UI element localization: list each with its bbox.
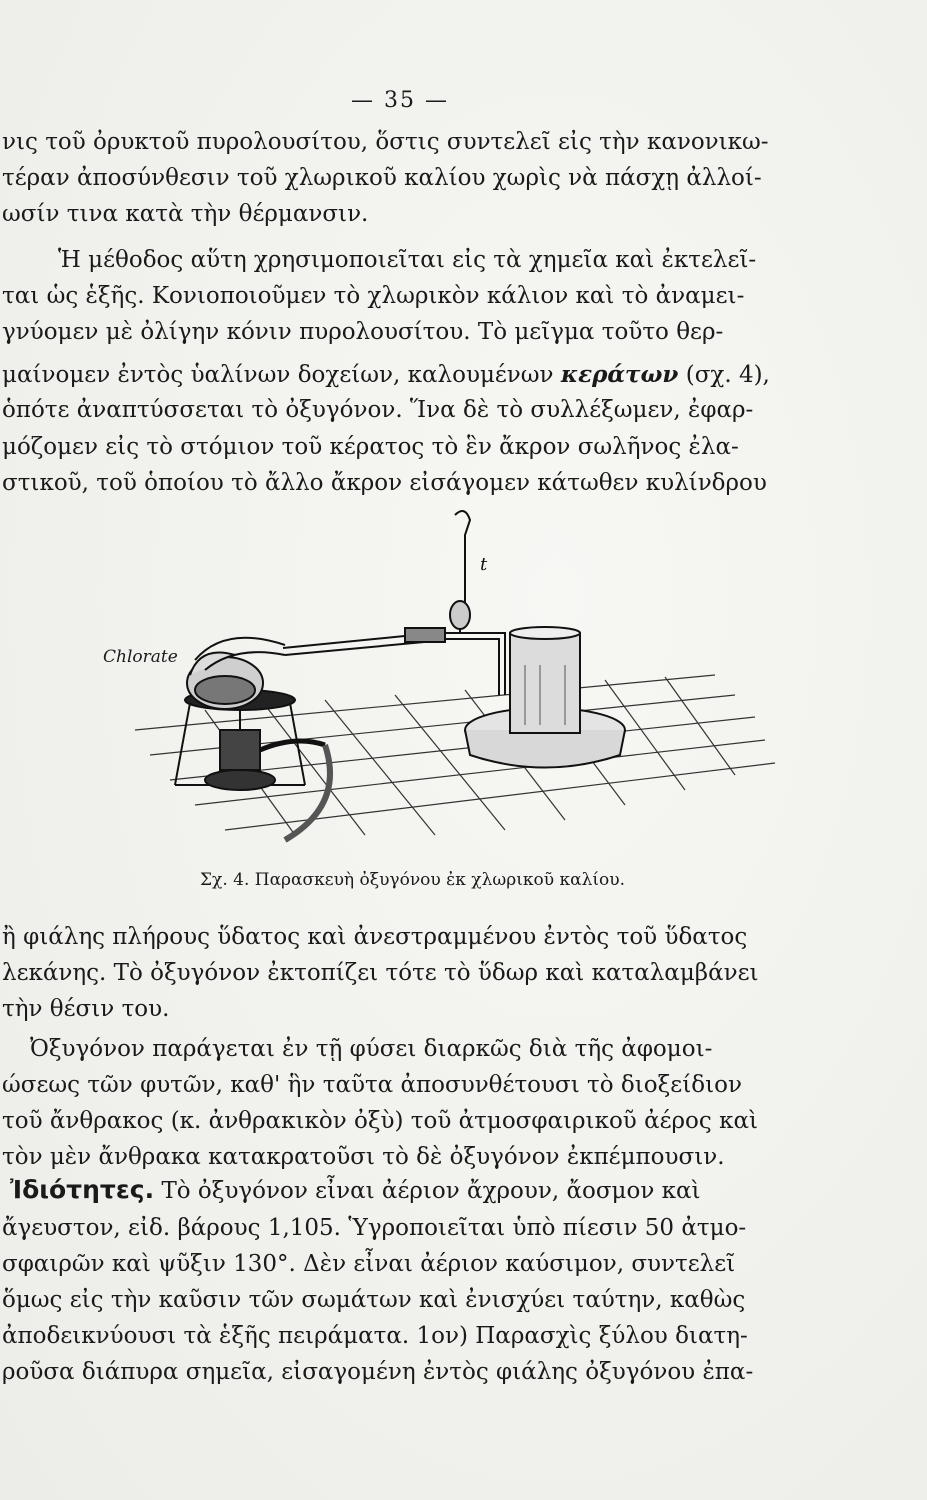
text-line: ἄγευστον, εἰδ. βάρους 1,105. Ὑγροποιεῖται ὑπὸ πίεσιν 50 ἀτμο- [2, 1215, 747, 1241]
text-line: ἢ φιάλης πλήρους ὕδατος καὶ ἀνεστραμμένου ἐντὸς τοῦ ὕδατος [2, 924, 748, 950]
collecting-apparatus [465, 627, 625, 768]
text-fragment: Τὸ ὀξυγόνον εἶναι ἀέριον ἄχρουν, ἄοσμον καὶ [161, 1178, 701, 1204]
text-line: τοῦ ἄνθρακος (κ. ἀνθρακικὸν ὀξὺ) τοῦ ἀτμοσφαιρικοῦ ἀέρος καὶ [2, 1108, 759, 1134]
text-line: ώσεως τῶν φυτῶν, καθ' ἣν ταῦτα ἀποσυνθέτουσι τὸ διοξείδιον [2, 1072, 742, 1098]
text-line: Ὀξυγόνον παράγεται ἐν τῇ φύσει διαρκῶς διὰ τῆς ἀφομοι- [30, 1036, 713, 1062]
safety-tube [450, 511, 470, 633]
text-line: τὸν μὲν ἄνθρακα κατακρατοῦσι τὸ δὲ ὀξυγόνον ἐκπέμπουσιν. [2, 1144, 725, 1170]
bold-term: κεράτων [560, 361, 679, 388]
text-line: ται ὡς ἑξῆς. Κονιοποιοῦμεν τὸ χλωρικὸν κάλιον καὶ τὸ ἀναμει- [2, 283, 745, 309]
text-line [2, 360, 770, 390]
figure-reference: (σχ. 4), [685, 362, 770, 388]
figure-caption: Σχ. 4. Παρασκευὴ ὀξυγόνου ἐκ χλωρικοῦ καλίου. [200, 870, 625, 890]
text-line: λεκάνης. Τὸ ὀξυγόνον ἐκτοπίζει τότε τὸ ὕδωρ καὶ καταλαμβάνει [2, 960, 759, 986]
label-chlorate: Chlorate [103, 647, 178, 667]
text-line: στικοῦ, τοῦ ὁποίου τὸ ἄλλο ἄκρον εἰσάγομεν κάτωθεν κυλίνδρου [2, 470, 767, 496]
apparatus-illustration [95, 505, 785, 850]
text-line: Ἡ μέθοδος αὕτη χρησιμοποιεῖται εἰς τὰ χημεῖα καὶ ἐκτελεῖ- [58, 247, 757, 273]
page-number: — 35 — [351, 88, 449, 113]
text-line: τέραν ἀποσύνθεσιν τοῦ χλωρικοῦ καλίου χωρὶς νὰ πάσχῃ ἀλλοί- [2, 165, 762, 191]
text-line [10, 1175, 701, 1206]
text-fragment: μαίνομεν ἐντὸς ὑαλίνων δοχείων, καλουμένων [2, 362, 554, 388]
figure-oxygen-apparatus [95, 505, 785, 850]
text-line: τὴν θέσιν του. [2, 996, 170, 1022]
text-line: σφαιρῶν καὶ ψῦξιν 130°. Δὲν εἶναι ἀέριον καύσιμον, συντελεῖ [2, 1251, 736, 1277]
text-line: ροῦσα διάπυρα σημεῖα, εἰσαγομένη ἐντὸς φιάλης ὀξυγόνου ἐπα- [2, 1359, 754, 1385]
text-line: ἀποδεικνύουσι τὰ ἑξῆς πειράματα. 1ον) Παρασχὶς ξύλου διατη- [2, 1323, 748, 1349]
text-line: μόζομεν εἰς τὸ στόμιον τοῦ κέρατος τὸ ἓν ἄκρον σωλῆνος ἐλα- [2, 434, 739, 460]
text-line: ὅμως εἰς τὴν καῦσιν τῶν σωμάτων καὶ ἐνισχύει ταύτην, καθὼς [2, 1287, 746, 1313]
delivery-tube [283, 628, 505, 695]
text-line: νις τοῦ ὀρυκτοῦ πυρολουσίτου, ὅστις συντελεῖ εἰς τὴν κανονικω- [2, 129, 769, 155]
section-heading: Ἰδιότητες. [10, 1175, 155, 1204]
text-line: ὁπότε ἀναπτύσσεται τὸ ὀξυγόνον. Ἵνα δὲ τὸ συλλέξωμεν, ἐφαρ- [2, 397, 754, 423]
text-line: γνύομεν μὲ ὀλίγην κόνιν πυρολουσίτου. Τὸ μεῖγμα τοῦτο θερ- [2, 319, 724, 345]
label-t: t [480, 554, 488, 575]
text-line: ωσίν τινα κατὰ τὴν θέρμανσιν. [2, 201, 369, 227]
